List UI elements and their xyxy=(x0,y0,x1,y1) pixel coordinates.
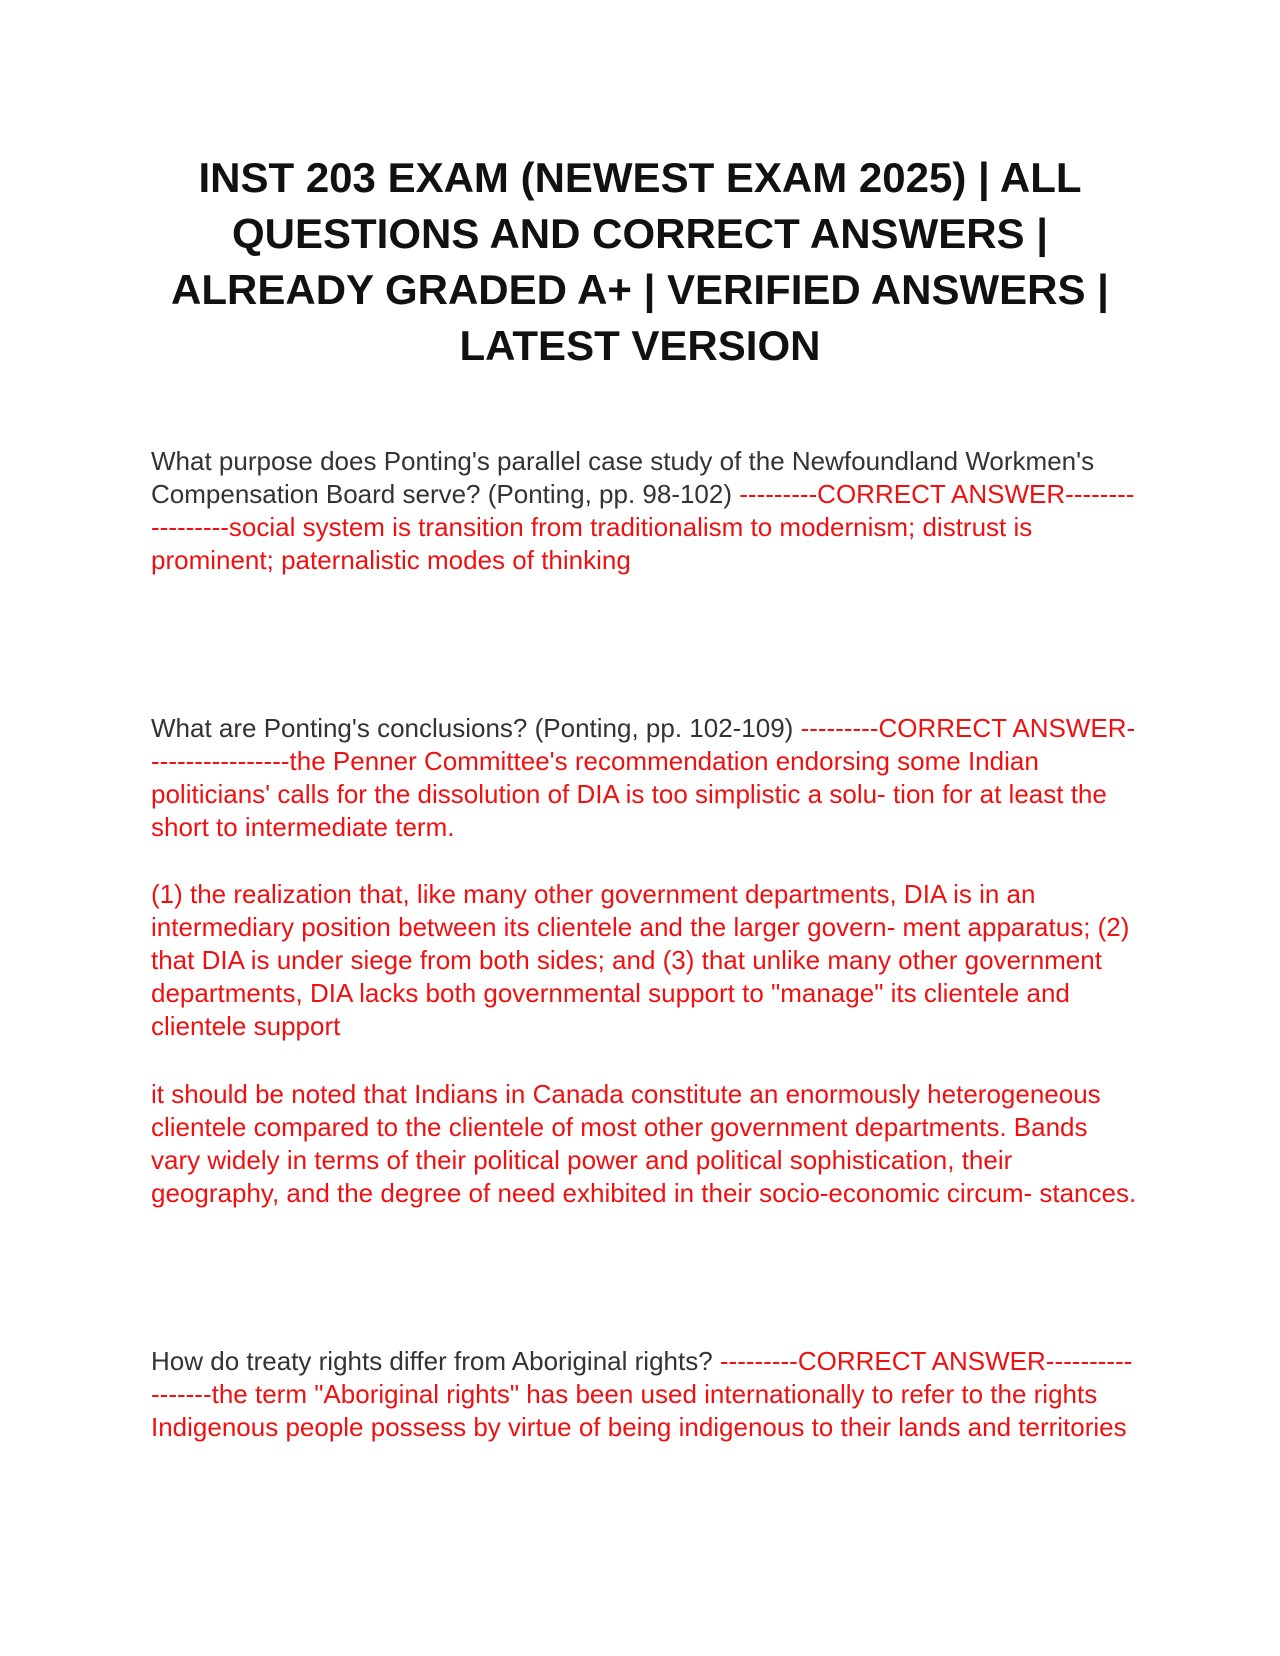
answer-paragraph: it should be noted that Indians in Canada constitute an enormously heterogeneous clientele compared to the clientele of most other government departments. Bands vary widely in terms of their political power and political sophistication, their geography, and the degree of need exhibited in their socio-economic circum- stances. xyxy=(151,1079,1137,1208)
answer-text: ---------CORRECT ANSWER-----------------the term "Aboriginal rights" has been used internationally to refer to the rights Indigenous people possess by virtue of being indigenous to their lands and territories xyxy=(151,1346,1133,1442)
question-text: What purpose does Ponting's parallel case study of the Newfoundland Workmen's Compensation Board serve? (Ponting, pp. 98-102) xyxy=(151,446,1095,509)
document-title: INST 203 EXAM (NEWEST EXAM 2025) | ALL QUESTIONS AND CORRECT ANSWERS | ALREADY GRADED A+ | VERIFIED ANSWERS | LATEST VERSION xyxy=(171,154,1109,369)
qa-item-1 xyxy=(151,445,1141,577)
qa-item-3 xyxy=(151,1345,1141,1444)
question-text: What are Ponting's conclusions? (Ponting, pp. 102-109) xyxy=(151,713,801,743)
question-text: How do treaty rights differ from Aboriginal rights? xyxy=(151,1346,720,1376)
answer-paragraph: (1) the realization that, like many other government departments, DIA is in an intermediary position between its clientele and the larger govern- ment apparatus; (2) that DIA is under siege from both sides; and (3) that unlike many other government departments, DIA lacks both governmental support to "manage" its clientele and clientele support xyxy=(151,879,1130,1041)
answer-text: ---------CORRECT ANSWER-----------------the Penner Committee's recommendation endorsing some Indian politicians' calls for the dissolution of DIA is too simplistic a solu- tion for at least the short to intermediate term. xyxy=(151,713,1136,842)
answer-text: ---------CORRECT ANSWER-----------------social system is transition from traditionalism to modernism; distrust is prominent; paternalistic modes of thinking xyxy=(151,479,1135,575)
qa-item-2 xyxy=(151,712,1141,844)
